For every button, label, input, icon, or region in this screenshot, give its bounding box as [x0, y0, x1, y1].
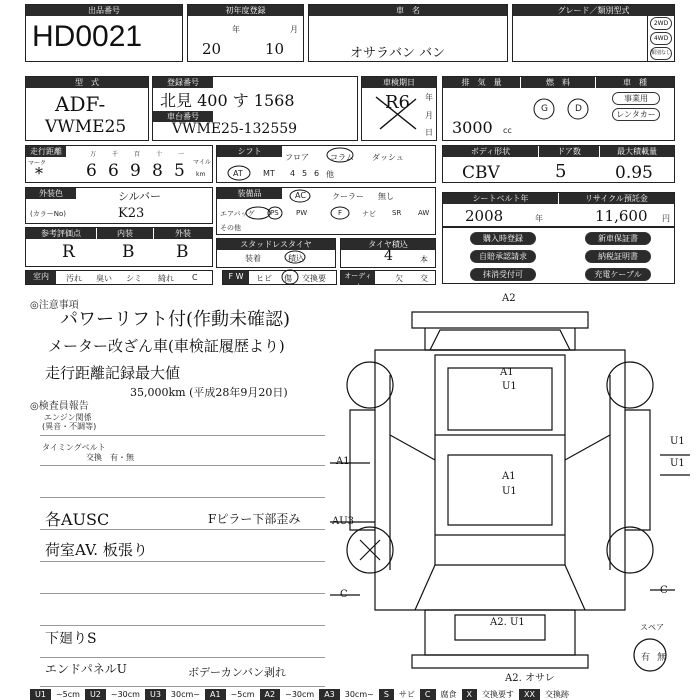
drive-none[interactable]: 類別なし — [650, 47, 672, 60]
lot-number-label: 出品番号 — [26, 5, 182, 16]
fw-label: F W — [223, 271, 249, 284]
room-label: 室内 — [26, 271, 56, 284]
first-registration-label: 初年度登録 — [188, 5, 303, 16]
seatbelt-unit: 年 — [535, 214, 543, 223]
legend-key-3: A1 — [205, 689, 226, 700]
equip-cooler[interactable]: クーラー — [332, 192, 364, 201]
equip-circle-marks — [220, 188, 440, 223]
legend-key-6: S — [379, 689, 394, 700]
interior-label: 内装 — [97, 228, 153, 239]
legend-val-1: ~30cm — [110, 690, 140, 699]
color-no-value: K23 — [118, 206, 145, 221]
diag-left-c: C — [340, 589, 348, 600]
legend-key-8: X — [462, 689, 477, 700]
legend-key-0: U1 — [30, 689, 51, 700]
report-line-7 — [40, 625, 325, 626]
audio-label: オーディオ — [341, 271, 375, 284]
shift-label: シフト — [217, 146, 282, 157]
report-1b: Fピラー下部歪み — [208, 512, 301, 526]
reg-no-label: 登録番号 — [153, 77, 213, 88]
trans-circle-mark — [227, 164, 251, 182]
fuel-circle-mark — [531, 95, 591, 125]
report-1: 各AUSC — [45, 510, 110, 529]
legend-val-8: 交換要す — [481, 690, 514, 699]
ref-label: 参考評価点 — [26, 228, 96, 239]
category-label: 車 種 — [596, 77, 674, 88]
report-line-3 — [40, 497, 325, 498]
unit-juu: 十 — [156, 151, 163, 158]
unit-sen: 千 — [112, 151, 119, 158]
doc-jibai[interactable]: 自賠承認請求 — [470, 250, 536, 263]
trans-6[interactable]: 6 — [314, 169, 320, 178]
diag-rear-label: A2. U1 — [490, 617, 525, 628]
mileage-digit-1: 6 — [86, 161, 97, 181]
engine-label: エンジン関係 — [44, 413, 92, 422]
doors-value: 5 — [555, 161, 567, 182]
inspection-day-unit: 日 — [425, 128, 433, 137]
inspection-value: R6 — [385, 92, 411, 113]
report-line-2 — [40, 465, 325, 466]
report-3: 下廻りS — [45, 631, 97, 647]
unit-km: km — [196, 171, 206, 178]
tire-label: タイヤ積込 — [341, 239, 435, 250]
chassis-label: 車台番号 — [153, 111, 213, 122]
report-2: 荷室AV. 板張り — [45, 541, 148, 559]
diag-right-u1a: U1 — [670, 436, 685, 447]
diag-mid-a: A1 — [502, 471, 516, 482]
report-4b: ボデーカンバン剥れ — [188, 666, 287, 679]
mileage-digit-mark: * — [35, 164, 43, 183]
studless-circle-mark — [283, 249, 307, 265]
damage-legend — [30, 689, 574, 700]
color-label: 外装色 — [26, 188, 76, 199]
grade-label: グレード／類別型式 — [513, 5, 674, 16]
report-4: エンドパネルU — [45, 662, 127, 676]
body-label: ボディ形状 — [443, 146, 538, 157]
shift-circle-mark — [325, 145, 355, 165]
model-value-1: ADF- — [55, 92, 106, 116]
inspection-label: 車検期日 — [362, 77, 436, 88]
mileage-digit-5: 5 — [174, 161, 185, 181]
legend-key-5: A3 — [319, 689, 340, 700]
capacity-label: 最大積載量 — [600, 146, 674, 157]
diag-right-u1b: U1 — [670, 458, 685, 469]
equip-sr[interactable]: SR — [392, 209, 402, 217]
legend-key-9: XX — [519, 689, 540, 700]
timing-value: 交換 有・無 — [86, 453, 134, 462]
recycle-value: 11,600 — [595, 207, 648, 225]
diag-bottom-label: A2. オサレ — [505, 673, 555, 684]
first-reg-month: 10 — [265, 40, 285, 58]
fuel-label: 燃 料 — [521, 77, 595, 88]
mileage-digit-4: 8 — [152, 161, 163, 181]
equip-other: その他 — [220, 224, 241, 232]
chassis-value: VWME25-132559 — [172, 121, 298, 137]
fuel-option-g[interactable]: G — [541, 104, 548, 114]
spare-label: スペア — [640, 623, 664, 632]
room-odor[interactable]: 臭い — [96, 274, 112, 283]
shift-column[interactable]: コラム — [330, 153, 354, 162]
doors-label: ドア数 — [539, 146, 599, 157]
grade-divider — [647, 16, 648, 61]
legend-val-2: 30cm~ — [170, 690, 200, 699]
inspection-year-unit: 年 — [425, 93, 433, 102]
car-name-value: オサラバン バン — [350, 46, 446, 61]
trans-other[interactable]: 他 — [326, 170, 334, 179]
note-line-4: 35,000km (平成28年9月20日) — [130, 386, 288, 399]
fw-crack[interactable]: ヒビ — [256, 274, 272, 283]
doc-purchase[interactable]: 購入時登録 — [470, 232, 536, 245]
studless-mounted[interactable]: 装着 — [245, 254, 261, 263]
fw-circle-mark — [280, 268, 300, 286]
inspection-month-unit: 月 — [425, 111, 433, 120]
equip-navi[interactable]: ナビ — [362, 210, 376, 218]
inspector-label: ◎検査員報告 — [30, 401, 89, 412]
model-label: 型 式 — [26, 77, 148, 88]
diag-top-label: A2 — [502, 293, 516, 304]
studless-label: スタッドレスタイヤ — [217, 239, 335, 250]
note-line-1: パワーリフト付(作動未確認) — [60, 309, 291, 330]
legend-val-3: ~5cm — [230, 690, 255, 699]
doc-cable[interactable]: 充電ケーブル — [585, 268, 651, 281]
reg-no-value: 北見 400 す 1568 — [160, 91, 295, 110]
lot-number-value: HD0021 — [32, 20, 143, 53]
legend-key-1: U2 — [85, 689, 106, 700]
diag-roof-u: U1 — [502, 381, 517, 392]
notes-label: ◎注意事項 — [30, 300, 79, 311]
timing-label: タイミングベルト — [42, 443, 106, 452]
report-line-9 — [40, 686, 325, 687]
trans-5[interactable]: 5 — [302, 169, 308, 178]
tire-unit: 本 — [420, 255, 428, 264]
doc-tax[interactable]: 納税証明書 — [585, 250, 651, 263]
equip-pw[interactable]: PW — [296, 209, 308, 217]
unit-man: 万 — [90, 151, 97, 158]
diag-left-a1: A1 — [336, 456, 350, 467]
audio-swap[interactable]: 交 — [420, 274, 428, 283]
displacement-value: 3000 — [452, 118, 493, 137]
cc-unit: cc — [503, 126, 512, 135]
mileage-digit-2: 6 — [108, 161, 119, 181]
interior-value: B — [122, 242, 135, 262]
report-line-5 — [40, 561, 325, 562]
equipment-label: 装備品 — [217, 188, 282, 199]
drive-4wd[interactable]: 4WD — [650, 32, 672, 45]
category-business[interactable]: 事業用 — [612, 92, 660, 105]
equip-f[interactable]: F — [338, 209, 343, 217]
room-stain[interactable]: シミ — [126, 274, 142, 283]
exterior-value: B — [176, 242, 189, 262]
trans-mt[interactable]: MT — [263, 169, 275, 178]
studless-loaded[interactable]: 積込 — [288, 254, 304, 263]
audio-missing[interactable]: 欠 — [395, 274, 403, 283]
report-line-6 — [40, 593, 325, 594]
legend-val-0: ~5cm — [55, 690, 80, 699]
unit-hyaku: 百 — [134, 151, 141, 158]
mark-label: マーク — [28, 160, 47, 167]
shift-floor[interactable]: フロア — [285, 153, 309, 162]
tire-value: 4 — [384, 248, 393, 264]
doc-warranty[interactable]: 新車保証書 — [585, 232, 651, 245]
spare-no[interactable]: 無 — [657, 653, 667, 663]
equip-ac[interactable]: AC — [295, 191, 306, 200]
equip-ps[interactable]: PS — [270, 209, 279, 217]
fw-replace[interactable]: 交換要 — [302, 274, 326, 283]
shift-dash[interactable]: ダッシュ — [372, 153, 404, 162]
displacement-label: 排 気 量 — [443, 77, 520, 88]
month-unit: 月 — [290, 25, 298, 34]
report-line-1 — [40, 435, 325, 436]
year-unit: 年 — [232, 25, 240, 34]
inspection-cross-mark — [372, 93, 422, 133]
capacity-value: 0.95 — [615, 163, 653, 183]
diag-roof-a: A1 — [500, 367, 514, 378]
recycle-unit: 円 — [662, 214, 670, 223]
legend-key-4: A2 — [260, 689, 281, 700]
body-value: CBV — [462, 163, 500, 183]
legend-val-7: 腐食 — [440, 690, 457, 699]
note-line-3: 走行距離記録最大値 — [45, 364, 181, 382]
report-line-8 — [40, 657, 325, 658]
color-value: シルバー — [118, 190, 161, 203]
fw-scratch[interactable]: 傷 — [284, 274, 292, 283]
legend-key-7: C — [420, 689, 436, 700]
engine-sub: (異音・不調等) — [42, 422, 97, 431]
unit-mile: マイル — [193, 159, 211, 166]
trans-at[interactable]: AT — [233, 169, 243, 178]
drive-2wd[interactable]: 2WD — [650, 17, 672, 30]
category-rental[interactable]: レンタカー — [612, 108, 660, 121]
legend-val-9: 交換跡 — [544, 690, 569, 699]
equip-airbag[interactable]: エアバッグ — [220, 210, 255, 218]
fuel-option-d[interactable]: D — [575, 104, 582, 114]
color-no-label: (カラーNo) — [30, 210, 66, 218]
note-line-2: メーター改ざん車(車検証履歴より) — [48, 337, 285, 355]
room-wear[interactable]: 綺れ — [158, 274, 174, 283]
equip-aw[interactable]: AW — [418, 209, 430, 217]
ref-value: R — [62, 242, 75, 262]
diag-mid-u: U1 — [502, 486, 517, 497]
trans-4[interactable]: 4 — [290, 169, 296, 178]
first-reg-year: 20 — [202, 40, 222, 58]
exterior-label: 外装 — [154, 228, 212, 239]
diag-left-au3: AU3 — [332, 516, 355, 527]
legend-val-5: 30cm~ — [344, 690, 374, 699]
room-dirt[interactable]: 汚れ — [66, 274, 82, 283]
spare-yes[interactable]: 有 — [641, 653, 651, 663]
legend-val-6: サビ — [398, 690, 415, 699]
mileage-digit-3: 9 — [130, 161, 141, 181]
equip-none[interactable]: 無し — [378, 192, 394, 201]
seatbelt-label: シートベルト年 — [443, 193, 558, 204]
legend-key-2: U3 — [145, 689, 166, 700]
recycle-label: リサイクル預託金 — [559, 193, 674, 204]
doc-cancel[interactable]: 抹消受付可 — [470, 268, 536, 281]
unit-ichi: 一 — [178, 151, 185, 158]
seatbelt-value: 2008 — [465, 207, 504, 225]
mileage-label: 走行距離 — [26, 146, 66, 157]
legend-val-4: ~30cm — [285, 690, 315, 699]
car-name-label: 車 名 — [309, 5, 507, 16]
room-c[interactable]: C — [192, 273, 198, 282]
diag-right-c: C — [660, 585, 668, 596]
model-value-2: VWME25 — [45, 117, 127, 137]
